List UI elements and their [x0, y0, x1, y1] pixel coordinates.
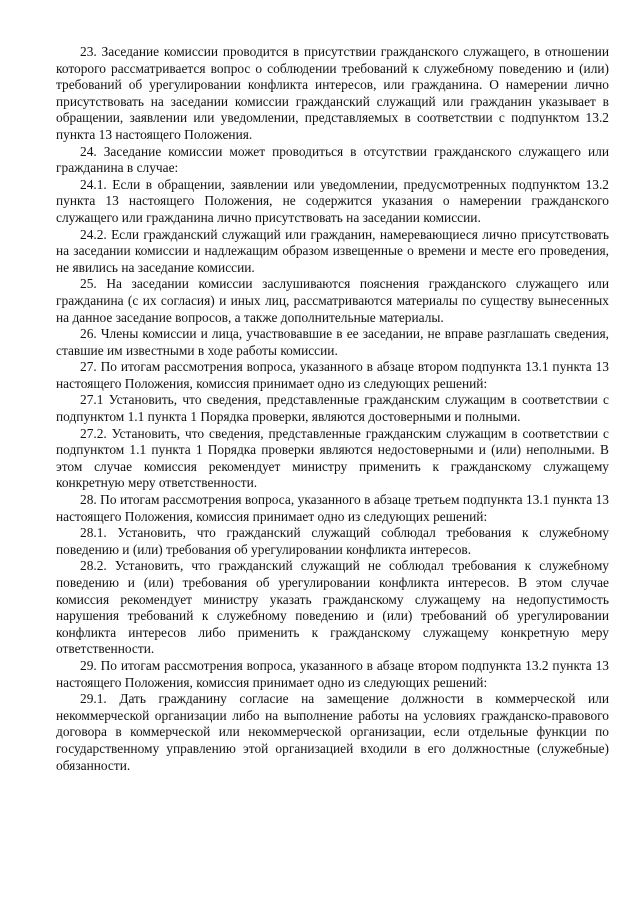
paragraph-24: 24. Заседание комиссии может проводиться в отсутствии гражданского служащего или гражданина в случае: [56, 143, 609, 176]
document-page [56, 44, 609, 774]
paragraph-25: 25. На заседании комиссии заслушиваются пояснения гражданского служащего или гражданина (с их согласия) и иных лиц, рассматриваются материалы по существу вынесенных на данное заседание вопросов, а также дополнительные материалы. [56, 276, 609, 325]
paragraph-27: 27. По итогам рассмотрения вопроса, указанного в абзаце втором подпункта 13.1 пункта 13 настоящего Положения, комиссия принимает одно из следующих решений: [56, 359, 609, 391]
paragraph-28: 28. По итогам рассмотрения вопроса, указанного в абзаце третьем подпункта 13.1 пункта 13 настоящего Положения, комиссия принимает одно из следующих решений: [56, 492, 609, 524]
paragraph-27-1: 27.1 Установить, что сведения, представленные гражданским служащим в соответствии с подпунктом 1.1 пункта 1 Порядка проверки, являются достоверными и полными. [56, 392, 609, 425]
paragraph-28-2: 28.2. Установить, что гражданский служащий не соблюдал требования к служебному поведению и (или) требования об урегулировании конфликта интересов. В этом случае комиссия рекомендует министру указать гражданскому служащему на недопустимость нарушения требований к служебному поведению и (или) требований об урегулировании конфликта интересов либо применить к гражданскому служащему конкретную меру ответственности. [56, 558, 609, 657]
paragraph-24-2: 24.2. Если гражданский служащий или гражданин, намеревающиеся лично присутствовать на заседании комиссии и надлежащим образом извещенные о времени и месте его проведения, не явились на заседание комиссии. [56, 226, 609, 275]
paragraph-29: 29. По итогам рассмотрения вопроса, указанного в абзаце втором подпункта 13.2 пункта 13 настоящего Положения, комиссия принимает одно из следующих решений: [56, 657, 609, 690]
paragraph-29-1: 29.1. Дать гражданину согласие на замещение должности в коммерческой или некоммерческой организации либо на выполнение работы на условиях гражданско-правового договора в коммерческой или некоммерческой организации, если отдельные функции по государственному управлению этой организацией входили в его должностные (служебные) обязанности. [56, 691, 609, 773]
paragraph-28-1: 28.1. Установить, что гражданский служащий соблюдал требования к служебному поведению и (или) требования об урегулировании конфликта интересов. [56, 525, 609, 557]
paragraph-24-1: 24.1. Если в обращении, заявлении или уведомлении, предусмотренных подпунктом 13.2 пункта 13 настоящего Положения, не содержится указания о намерении гражданского служащего или гражданина лично присутствовать на заседании комиссии. [56, 176, 609, 225]
paragraph-23: 23. Заседание комиссии проводится в присутствии гражданского служащего, в отношении которого рассматривается вопрос о соблюдении требований к служебному поведению и (или) требований об урегулировании конфликта интересов, или гражданина. О намерении лично присутствовать на заседании комиссии гражданский служащий или гражданин указывает в обращении, заявлении или уведомлении, представляемых в соответствии с подпунктом 13.2 пункта 13 настоящего Положения. [56, 44, 609, 142]
paragraph-26: 26. Члены комиссии и лица, участвовавшие в ее заседании, не вправе разглашать сведения, ставшие им известными в ходе работы комиссии. [56, 326, 609, 358]
paragraph-27-2: 27.2. Установить, что сведения, представленные гражданским служащим в соответствии с подпунктом 1.1 пункта 1 Порядка проверки являются недостоверными и (или) неполными. В этом случае комиссия рекомендует министру применить к гражданскому служащему конкретную меру ответственности. [56, 425, 609, 491]
